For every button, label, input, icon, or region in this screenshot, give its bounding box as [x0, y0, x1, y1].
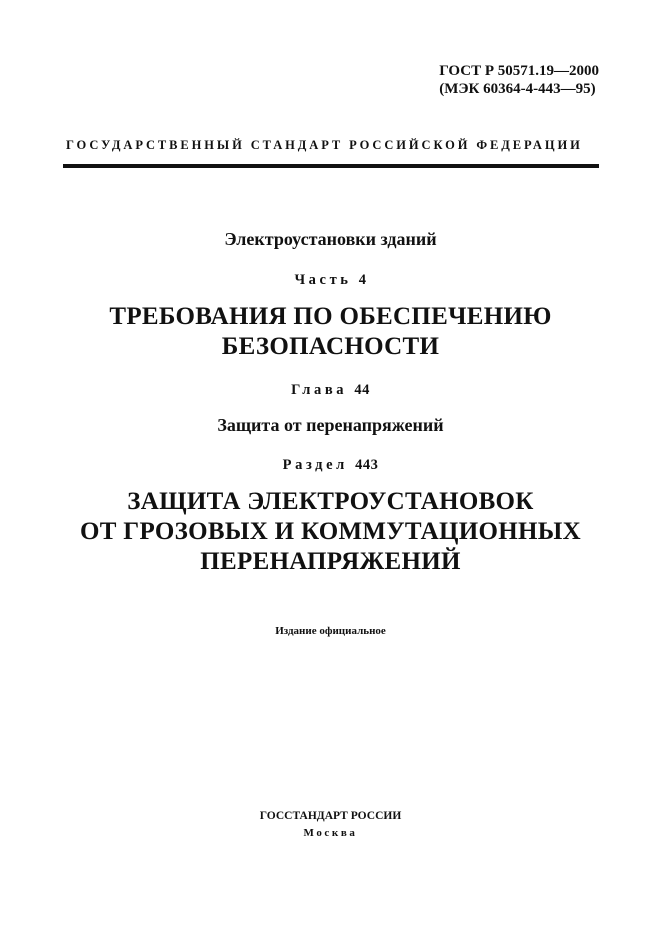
document-number-block — [439, 62, 599, 98]
section-heading — [0, 457, 661, 474]
heading-rule — [63, 164, 599, 168]
gost-number: ГОСТ Р 50571.19—2000 — [439, 63, 599, 79]
chapter-title: Защита от перенапряжений — [217, 415, 444, 435]
state-standard-heading: ГОСУДАРСТВЕННЫЙ СТАНДАРТ РОССИЙСКОЙ ФЕДЕРАЦИИ — [66, 138, 583, 152]
edition-note: Издание официальное — [275, 625, 386, 637]
section-title-line: ПЕРЕНАПРЯЖЕНИЙ — [200, 548, 461, 575]
iec-number: (МЭК 60364-4-443—95) — [439, 81, 596, 97]
city: Москва — [303, 827, 358, 839]
chapter-label: Глава — [291, 382, 348, 398]
section-number: 443 — [355, 457, 379, 473]
part-heading — [0, 272, 661, 289]
part-title — [0, 302, 661, 362]
section-title-line: ОТ ГРОЗОВЫХ И КОММУТАЦИОННЫХ — [80, 518, 581, 545]
part-title-line: ТРЕБОВАНИЯ ПО ОБЕСПЕЧЕНИЮ — [109, 303, 552, 330]
part-label: Часть — [294, 272, 352, 288]
chapter-heading — [0, 382, 661, 399]
chapter-number: 44 — [354, 382, 370, 398]
part-number: 4 — [358, 272, 367, 288]
section-title — [0, 487, 661, 577]
document-title: Электроустановки зданий — [224, 229, 437, 249]
publisher: ГОССТАНДАРТ РОССИИ — [259, 810, 402, 822]
section-title-line: ЗАЩИТА ЭЛЕКТРОУСТАНОВОК — [127, 488, 534, 515]
part-title-line: БЕЗОПАСНОСТИ — [221, 333, 440, 360]
section-label: Раздел — [282, 457, 348, 473]
